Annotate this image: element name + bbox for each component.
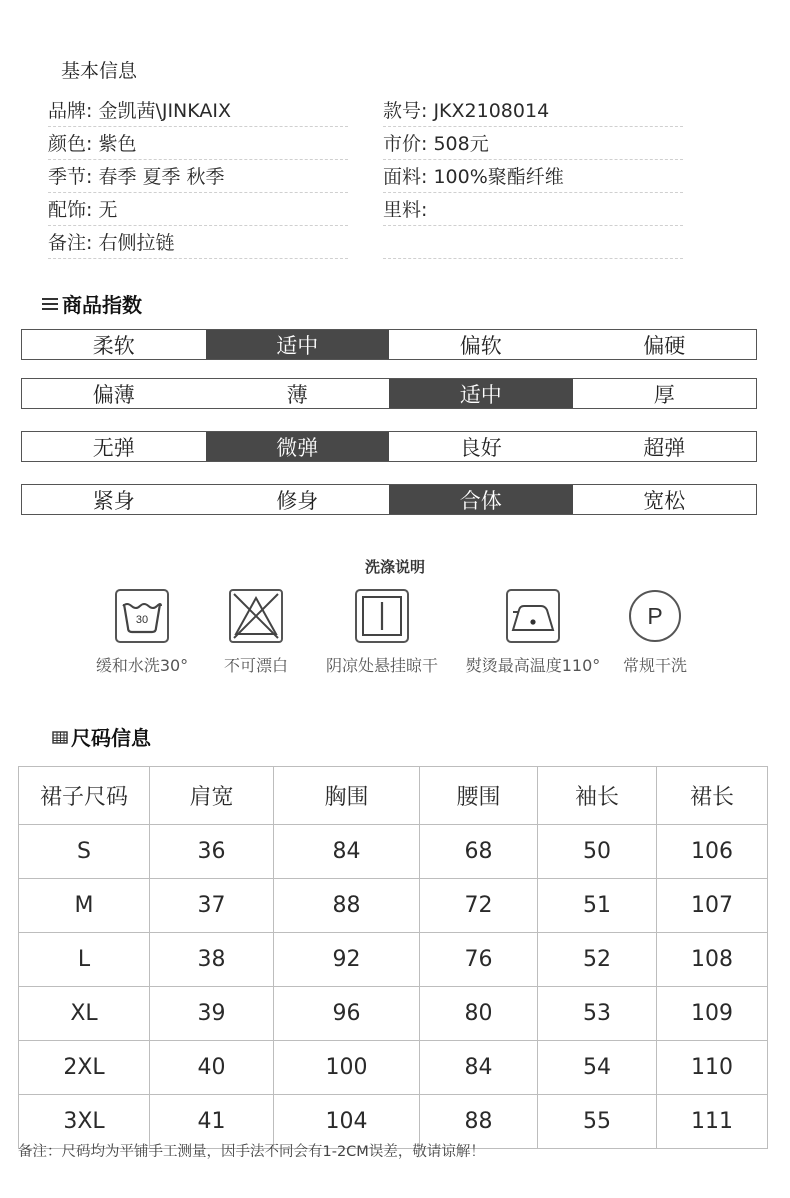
table-cell: 2XL (19, 1041, 150, 1095)
column-header: 裙长 (657, 767, 768, 825)
index-option: 紧身 (92, 488, 135, 513)
info-color: 颜色: 紫色 (48, 133, 137, 155)
info-remark: 备注: 右侧拉链 (48, 232, 175, 254)
wash-item (585, 588, 725, 676)
index-option-selected: 适中 (389, 379, 573, 408)
index-row-softness (21, 329, 757, 360)
wash-item (312, 588, 452, 676)
table-cell: 84 (420, 1041, 538, 1095)
size-table (18, 766, 768, 1149)
table-cell: 107 (657, 879, 768, 933)
info-season: 季节: 春季 夏季 秋季 (48, 166, 225, 188)
index-option: 厚 (653, 382, 675, 407)
index-option: 超弹 (643, 435, 686, 460)
divider (48, 258, 348, 259)
index-option: 偏软 (459, 333, 502, 358)
divider (48, 192, 348, 193)
column-header: 裙子尺码 (19, 767, 150, 825)
index-option: 偏薄 (92, 382, 135, 407)
table-cell: 36 (150, 825, 274, 879)
divider (383, 192, 683, 193)
index-option: 柔软 (92, 333, 135, 358)
footer-note: 备注：尺码均为平铺手工测量，因手法不同会有1-2CM误差，敬请谅解！ (18, 1144, 485, 1160)
table-cell: 108 (657, 933, 768, 987)
table-cell: 76 (420, 933, 538, 987)
table-cell: 80 (420, 987, 538, 1041)
product-index-heading: 商品指数 (42, 289, 142, 318)
wash-30-icon (114, 588, 170, 644)
wash-item (186, 588, 326, 676)
dry-clean-icon (627, 588, 683, 644)
column-header: 腰围 (420, 767, 538, 825)
table-row (19, 879, 768, 933)
info-accessory: 配饰: 无 (48, 199, 118, 221)
index-row-fit (21, 484, 757, 515)
divider (383, 159, 683, 160)
index-option: 宽松 (643, 488, 686, 513)
column-header: 胸围 (274, 767, 420, 825)
table-cell: 104 (274, 1095, 420, 1149)
wash-label: 熨烫最高温度110° (465, 656, 601, 675)
table-cell: 40 (150, 1041, 274, 1095)
table-cell: 51 (538, 879, 657, 933)
table-row (19, 1041, 768, 1095)
table-row (19, 987, 768, 1041)
table-cell: 110 (657, 1041, 768, 1095)
index-option-selected: 适中 (206, 330, 390, 359)
table-cell: 92 (274, 933, 420, 987)
table-header-row (19, 767, 768, 825)
index-option-selected: 微弹 (206, 432, 390, 461)
table-cell: 53 (538, 987, 657, 1041)
divider (383, 225, 683, 226)
table-cell: 100 (274, 1041, 420, 1095)
table-cell: 109 (657, 987, 768, 1041)
info-brand: 品牌: 金凯茜\JINKAIX (48, 100, 232, 122)
svg-text:30: 30 (135, 614, 149, 626)
table-cell: 38 (150, 933, 274, 987)
index-option-selected: 合体 (389, 485, 573, 514)
table-cell: 96 (274, 987, 420, 1041)
list-icon (42, 298, 58, 310)
wash-label: 不可漂白 (223, 656, 288, 675)
divider (48, 126, 348, 127)
table-row (19, 933, 768, 987)
index-option: 无弹 (92, 435, 135, 460)
hang-dry-shade-icon (354, 588, 410, 644)
info-lining: 里料: (383, 199, 428, 221)
index-row-thickness (21, 378, 757, 409)
index-option: 偏硬 (643, 333, 686, 358)
column-header: 肩宽 (150, 767, 274, 825)
table-cell: 55 (538, 1095, 657, 1149)
table-cell: 72 (420, 879, 538, 933)
table-cell: 106 (657, 825, 768, 879)
table-cell: L (19, 933, 150, 987)
wash-item (463, 588, 603, 676)
info-market-price: 市价: 508元 (383, 133, 489, 155)
table-cell: 41 (150, 1095, 274, 1149)
table-cell: 88 (420, 1095, 538, 1149)
table-cell: 52 (538, 933, 657, 987)
svg-text:P: P (647, 603, 663, 629)
wash-title: 洗涤说明 (364, 558, 425, 576)
table-cell: 37 (150, 879, 274, 933)
column-header: 袖长 (538, 767, 657, 825)
info-fabric: 面料: 100%聚酯纤维 (383, 166, 564, 188)
divider (383, 126, 683, 127)
divider (48, 159, 348, 160)
basic-info-title: 基本信息 (61, 60, 138, 82)
table-cell: 39 (150, 987, 274, 1041)
index-option: 薄 (286, 382, 308, 407)
index-row-elasticity (21, 431, 757, 462)
divider (48, 225, 348, 226)
no-bleach-icon (228, 588, 284, 644)
table-cell: 88 (274, 879, 420, 933)
divider (383, 258, 683, 259)
info-style-number: 款号: JKX2108014 (383, 100, 550, 122)
iron-low-icon (505, 588, 561, 644)
table-cell: 111 (657, 1095, 768, 1149)
wash-label: 阴凉处悬挂晾干 (325, 656, 438, 675)
wash-label: 缓和水洗30° (95, 656, 189, 675)
index-option: 修身 (276, 488, 319, 513)
table-cell: S (19, 825, 150, 879)
table-cell: 3XL (19, 1095, 150, 1149)
table-cell: 68 (420, 825, 538, 879)
table-row (19, 825, 768, 879)
size-info-heading: 尺码信息 (52, 722, 151, 751)
index-option: 良好 (459, 435, 502, 460)
table-cell: XL (19, 987, 150, 1041)
wash-label: 常规干洗 (622, 656, 687, 675)
size-grid-icon (52, 730, 68, 744)
table-cell: 84 (274, 825, 420, 879)
table-cell: 54 (538, 1041, 657, 1095)
table-cell: M (19, 879, 150, 933)
table-cell: 50 (538, 825, 657, 879)
